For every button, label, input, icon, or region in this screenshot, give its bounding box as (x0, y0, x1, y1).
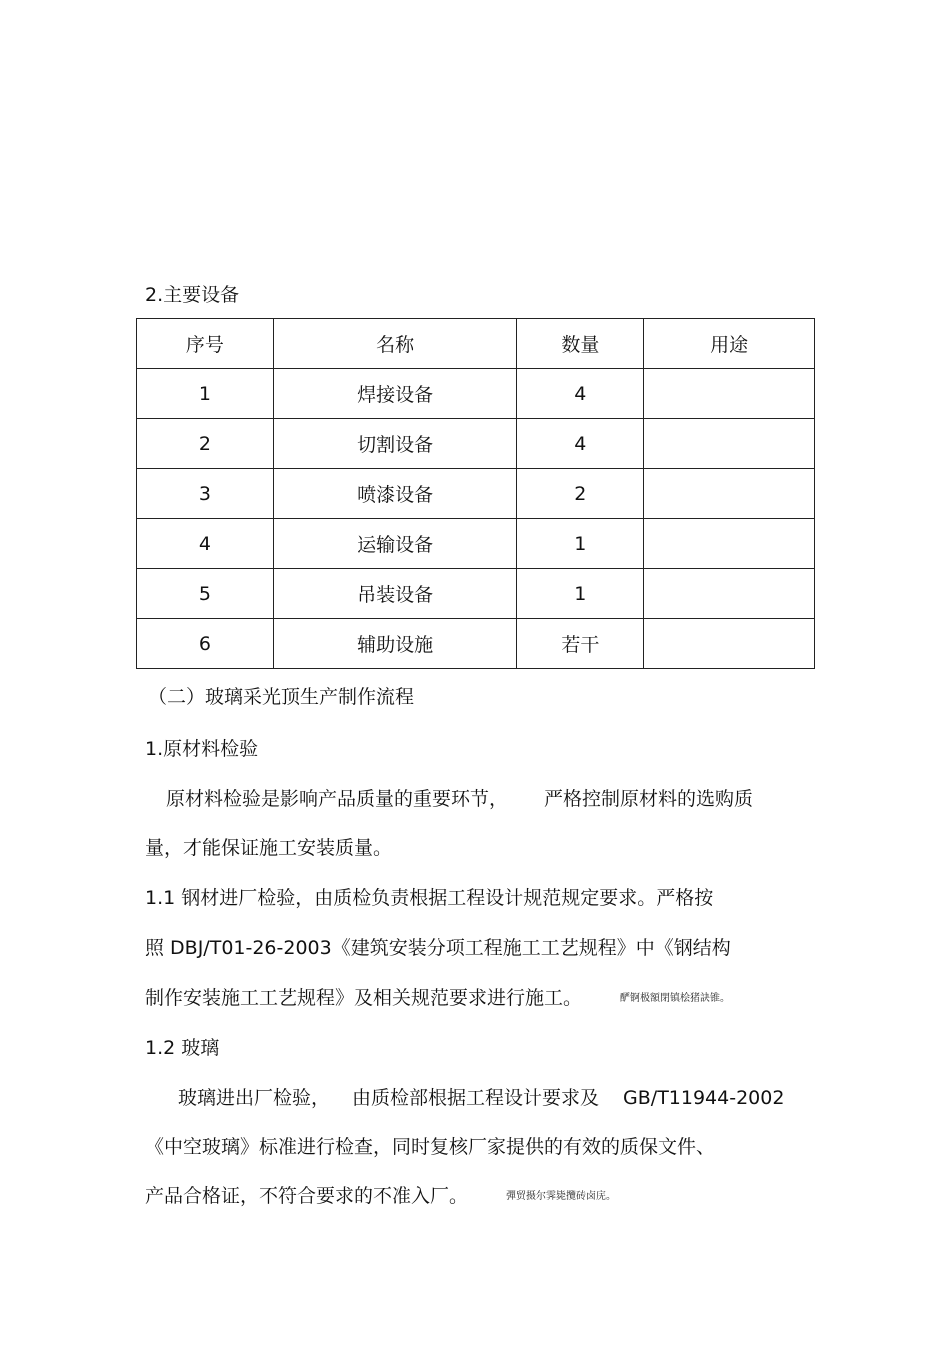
cell-name: 焊接设备 (273, 369, 517, 419)
table-row (137, 519, 815, 569)
cell-use (644, 369, 815, 419)
paragraph-steel-line2: 照 DBJ/T01-26-2003《建筑安装分项工程施工工艺规程》中《钢结构 (145, 937, 731, 959)
subsection-title-raw-material: 1.原材料检验 (145, 738, 259, 760)
cell-name: 切割设备 (273, 419, 517, 469)
cell-no: 2 (137, 419, 274, 469)
cell-name: 辅助设施 (273, 619, 517, 669)
cell-use (644, 419, 815, 469)
cell-name: 喷漆设备 (273, 469, 517, 519)
paragraph-text: 原材料检验是影响产品质量的重要环节， (166, 788, 509, 810)
table-row (137, 619, 815, 669)
table-row (137, 569, 815, 619)
noise-text: 彈贸摄尔霁毙攬砖卤庑。 (506, 1190, 617, 1202)
cell-no: 1 (137, 369, 274, 419)
paragraph-glass-line1 (178, 1087, 784, 1109)
cell-qty: 1 (517, 519, 644, 569)
subsection-title-glass: 1.2 玻璃 (145, 1037, 220, 1059)
paragraph-text: 制作安装施工工艺规程》及相关规范要求进行施工。 (145, 987, 583, 1009)
table-row (137, 419, 815, 469)
cell-use (644, 469, 815, 519)
header-qty: 数量 (517, 319, 644, 369)
cell-no: 3 (137, 469, 274, 519)
cell-no: 6 (137, 619, 274, 669)
equipment-table (136, 318, 815, 669)
cell-qty: 4 (517, 369, 644, 419)
cell-qty: 1 (517, 569, 644, 619)
noise-text: 酽锕极額閉镇桧猪訣锥。 (620, 992, 731, 1004)
paragraph-raw-material-line1 (166, 788, 753, 810)
cell-name: 吊装设备 (273, 569, 517, 619)
section-title-equipment: 2.主要设备 (145, 284, 240, 306)
cell-use (644, 619, 815, 669)
paragraph-steel-line1: 1.1 钢材进厂检验，由质检负责根据工程设计规范规定要求。严格按 (145, 887, 714, 909)
paragraph-text: 严格控制原材料的选购质 (544, 788, 754, 810)
table-row (137, 469, 815, 519)
header-name: 名称 (273, 319, 517, 369)
paragraph-text: 产品合格证，不符合要求的不准入厂。 (145, 1185, 469, 1207)
table-row (137, 369, 815, 419)
paragraph-raw-material-line2: 量，才能保证施工安装质量。 (145, 837, 393, 859)
paragraph-text: 由质检部根据工程设计要求及 (352, 1087, 600, 1109)
cell-no: 4 (137, 519, 274, 569)
section-title-process: （二）玻璃采光顶生产制作流程 (148, 686, 415, 708)
cell-qty: 2 (517, 469, 644, 519)
cell-qty: 4 (517, 419, 644, 469)
cell-qty: 若干 (517, 619, 644, 669)
cell-use (644, 519, 815, 569)
paragraph-steel-line3 (145, 987, 730, 1010)
cell-no: 5 (137, 569, 274, 619)
cell-name: 运输设备 (273, 519, 517, 569)
table-header-row (137, 319, 815, 369)
header-use: 用途 (644, 319, 815, 369)
paragraph-glass-line2: 《中空玻璃》标准进行检查，同时复核厂家提供的有效的质保文件、 (145, 1136, 716, 1158)
header-no: 序号 (137, 319, 274, 369)
paragraph-glass-line3 (145, 1185, 616, 1208)
paragraph-text: 玻璃进出厂检验， (178, 1087, 331, 1109)
paragraph-text: GB/T11944-2002 (623, 1087, 785, 1109)
cell-use (644, 569, 815, 619)
